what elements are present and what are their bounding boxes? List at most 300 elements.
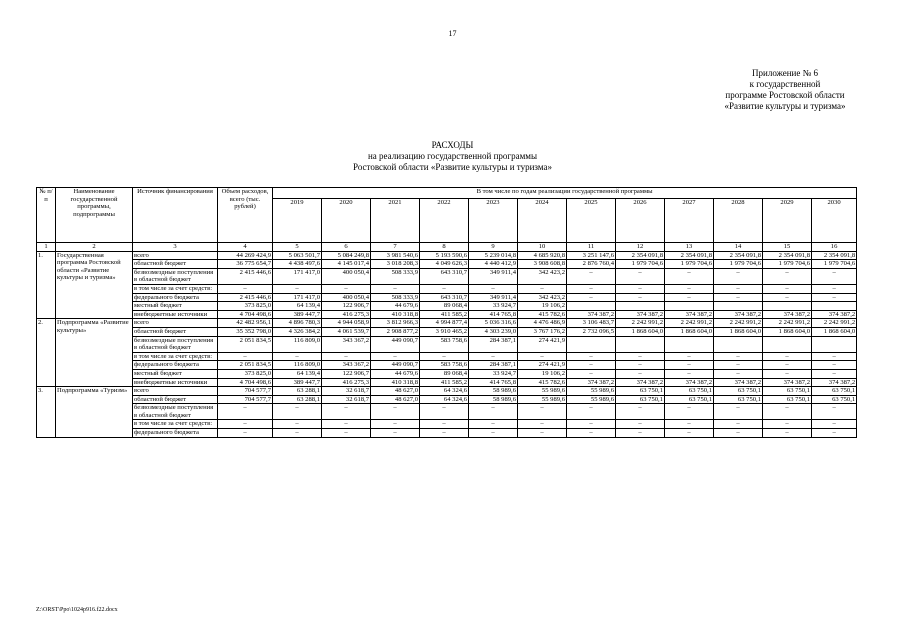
year-value: –	[518, 404, 567, 420]
year-value: 415 782,6	[518, 378, 567, 387]
year-value: –	[567, 352, 616, 361]
year-value	[763, 302, 812, 311]
column-index: 1	[37, 243, 56, 252]
year-value: 32 618,7	[322, 387, 371, 396]
year-value: –	[812, 420, 857, 429]
funding-source: федерального бюджета	[133, 361, 218, 370]
file-path: Z:\ORST\Ppo\1024p916.f22.docx	[36, 607, 118, 613]
year-value: 342 423,2	[518, 293, 567, 302]
header-year: 2027	[665, 199, 714, 243]
header-num: № п/п	[37, 188, 56, 243]
year-value: –	[616, 369, 665, 378]
year-value	[665, 302, 714, 311]
year-value: 5 036 316,6	[469, 319, 518, 328]
year-value: –	[763, 361, 812, 370]
appendix-line: программе Ростовской области	[725, 90, 845, 100]
year-value: 410 318,8	[371, 378, 420, 387]
year-value: 1 868 604,0	[763, 327, 812, 336]
year-value: 63 750,1	[616, 387, 665, 396]
table-row	[37, 327, 857, 336]
year-value: 63 750,1	[812, 395, 857, 404]
header-year: 2026	[616, 199, 665, 243]
year-value: 44 679,6	[371, 369, 420, 378]
section-number: 2.	[37, 319, 56, 387]
funding-source: всего	[133, 251, 218, 260]
year-value: –	[567, 404, 616, 420]
header-year: 2029	[763, 199, 812, 243]
year-value: 643 310,7	[420, 293, 469, 302]
table-row	[37, 302, 857, 311]
year-value: 2 242 991,2	[763, 319, 812, 328]
appendix-line: «Развитие культуры и туризма»	[724, 101, 846, 111]
column-index: 12	[616, 243, 665, 252]
year-value: 342 423,2	[518, 268, 567, 284]
section-name: Государственная программа Ростовской области «Развитие культуры и туризма»	[56, 251, 133, 319]
year-value: 1 979 704,6	[763, 260, 812, 269]
year-value: –	[567, 369, 616, 378]
header-year: 2023	[469, 199, 518, 243]
year-value: 55 989,6	[567, 387, 616, 396]
year-value: –	[469, 284, 518, 293]
year-value: 374 387,2	[763, 310, 812, 319]
total-value: 2 415 446,6	[218, 293, 273, 302]
year-value: 374 387,2	[812, 378, 857, 387]
column-index-row	[37, 243, 857, 252]
year-value: –	[616, 284, 665, 293]
year-value	[616, 302, 665, 311]
section-name: Подпрограмма «Развитие культуры»	[56, 319, 133, 387]
year-value: –	[714, 268, 763, 284]
year-value: 4 440 412,9	[469, 260, 518, 269]
year-value: –	[567, 284, 616, 293]
year-value: 4 303 239,0	[469, 327, 518, 336]
total-value: –	[218, 352, 273, 361]
year-value: 63 288,1	[273, 395, 322, 404]
year-value: 1 979 704,6	[616, 260, 665, 269]
year-value: –	[812, 429, 857, 438]
total-value: –	[218, 429, 273, 438]
year-value: –	[714, 369, 763, 378]
year-value: –	[665, 420, 714, 429]
year-value: –	[665, 293, 714, 302]
year-value: 33 924,7	[469, 369, 518, 378]
year-value: 374 387,2	[714, 310, 763, 319]
year-value: 4 049 626,3	[420, 260, 469, 269]
year-value: –	[665, 284, 714, 293]
year-value: 63 750,1	[616, 395, 665, 404]
year-value: 1 979 704,6	[812, 260, 857, 269]
year-value: 374 387,2	[812, 310, 857, 319]
year-value: 1 868 604,0	[616, 327, 665, 336]
table-row	[37, 260, 857, 269]
year-value: 4 685 920,8	[518, 251, 567, 260]
title-line: Ростовской области «Развитие культуры и туризма»	[353, 162, 552, 172]
header-year: 2025	[567, 199, 616, 243]
funding-source: местный бюджет	[133, 302, 218, 311]
year-value: –	[763, 268, 812, 284]
year-value: 2 354 091,8	[763, 251, 812, 260]
year-value: 3 910 465,2	[420, 327, 469, 336]
funding-source: местный бюджет	[133, 369, 218, 378]
year-value: 374 387,2	[616, 378, 665, 387]
year-value: –	[469, 429, 518, 438]
year-value: 63 750,1	[714, 387, 763, 396]
year-value: 1 868 604,0	[665, 327, 714, 336]
year-value: –	[763, 404, 812, 420]
year-value: 58 989,6	[469, 387, 518, 396]
year-value: –	[812, 268, 857, 284]
year-value: 2 242 991,2	[665, 319, 714, 328]
year-value: 1 979 704,6	[714, 260, 763, 269]
year-value: 3 767 176,2	[518, 327, 567, 336]
table-row	[37, 268, 857, 284]
year-value: –	[420, 352, 469, 361]
year-value: 4 326 384,2	[273, 327, 322, 336]
year-value	[616, 336, 665, 352]
year-value: –	[371, 420, 420, 429]
year-value: 374 387,2	[567, 378, 616, 387]
year-value: –	[322, 420, 371, 429]
header-year: 2021	[371, 199, 420, 243]
table-row	[37, 404, 857, 420]
year-value: 3 812 966,3	[371, 319, 420, 328]
year-value: 449 090,7	[371, 361, 420, 370]
table-row	[37, 319, 857, 328]
year-value: –	[616, 420, 665, 429]
year-value: 5 239 014,8	[469, 251, 518, 260]
year-value: –	[665, 361, 714, 370]
year-value: 122 906,7	[322, 302, 371, 311]
year-value: –	[469, 352, 518, 361]
year-value: 44 679,6	[371, 302, 420, 311]
year-value: –	[273, 284, 322, 293]
table-row	[37, 395, 857, 404]
year-value	[714, 336, 763, 352]
year-value: 32 618,7	[322, 395, 371, 404]
year-value: 63 288,1	[273, 387, 322, 396]
year-value: –	[812, 404, 857, 420]
year-value: 4 061 539,7	[322, 327, 371, 336]
year-value: 284 387,1	[469, 361, 518, 370]
year-value: 64 324,6	[420, 387, 469, 396]
year-value: 414 765,8	[469, 378, 518, 387]
header-name: Наименование государственной программы, подпрограммы	[56, 188, 133, 243]
table-row	[37, 369, 857, 378]
year-value: 3 251 147,6	[567, 251, 616, 260]
funding-source: всего	[133, 319, 218, 328]
funding-source: областной бюджет	[133, 327, 218, 336]
column-index: 8	[420, 243, 469, 252]
year-value: –	[518, 284, 567, 293]
year-value: –	[322, 284, 371, 293]
year-value: –	[567, 293, 616, 302]
year-value: 171 417,0	[273, 268, 322, 284]
year-value: 2 876 760,4	[567, 260, 616, 269]
year-value: –	[371, 429, 420, 438]
year-value: 643 310,7	[420, 268, 469, 284]
table-row	[37, 361, 857, 370]
year-value: –	[469, 420, 518, 429]
year-value: –	[714, 420, 763, 429]
year-value: –	[812, 369, 857, 378]
year-value: 374 387,2	[665, 378, 714, 387]
year-value: 416 275,3	[322, 378, 371, 387]
year-value: –	[273, 404, 322, 420]
year-value: 5 063 501,7	[273, 251, 322, 260]
year-value: 389 447,7	[273, 310, 322, 319]
funding-source: в том числе за счет средств:	[133, 284, 218, 293]
year-value: –	[714, 429, 763, 438]
year-value: 19 106,2	[518, 369, 567, 378]
table-row	[37, 378, 857, 387]
year-value: 274 421,9	[518, 336, 567, 352]
year-value: –	[518, 429, 567, 438]
year-value: –	[812, 352, 857, 361]
header-year: 2030	[812, 199, 857, 243]
year-value: –	[714, 361, 763, 370]
year-value: –	[714, 293, 763, 302]
year-value: 63 750,1	[763, 395, 812, 404]
column-index: 10	[518, 243, 567, 252]
column-index: 3	[133, 243, 218, 252]
table-row	[37, 251, 857, 260]
year-value: 374 387,2	[665, 310, 714, 319]
year-value: 2 908 877,2	[371, 327, 420, 336]
table-row	[37, 293, 857, 302]
year-value: 374 387,2	[763, 378, 812, 387]
year-value: –	[567, 268, 616, 284]
header-year: 2028	[714, 199, 763, 243]
year-value: –	[371, 404, 420, 420]
year-value: 58 989,6	[469, 395, 518, 404]
total-value: 2 051 834,5	[218, 336, 273, 352]
year-value: 508 333,9	[371, 293, 420, 302]
header-year: 2019	[273, 199, 322, 243]
year-value: 64 139,4	[273, 369, 322, 378]
year-value: 63 750,1	[665, 395, 714, 404]
funding-source: безвозмездные поступления в областной бюджет	[133, 404, 218, 420]
year-value: –	[567, 429, 616, 438]
year-value: 415 782,6	[518, 310, 567, 319]
total-value: 704 577,7	[218, 395, 273, 404]
year-value: –	[763, 420, 812, 429]
year-value: 33 924,7	[469, 302, 518, 311]
document-title	[0, 140, 905, 173]
year-value: 2 354 091,8	[714, 251, 763, 260]
year-value: –	[665, 369, 714, 378]
year-value	[714, 302, 763, 311]
year-value: –	[567, 420, 616, 429]
year-value: 116 809,0	[273, 336, 322, 352]
column-index: 7	[371, 243, 420, 252]
year-value: –	[518, 352, 567, 361]
year-value: –	[812, 361, 857, 370]
year-value: –	[812, 284, 857, 293]
year-value: 3 908 608,8	[518, 260, 567, 269]
funding-source: областной бюджет	[133, 260, 218, 269]
year-value: 122 906,7	[322, 369, 371, 378]
total-value: 373 825,0	[218, 302, 273, 311]
year-value: 583 758,6	[420, 336, 469, 352]
total-value: 4 704 498,6	[218, 378, 273, 387]
year-value: 55 989,6	[518, 387, 567, 396]
year-value: –	[567, 361, 616, 370]
year-value	[812, 336, 857, 352]
year-value: –	[714, 284, 763, 293]
total-value: 373 825,0	[218, 369, 273, 378]
year-value: –	[665, 404, 714, 420]
year-value: –	[420, 429, 469, 438]
column-index: 13	[665, 243, 714, 252]
year-value: –	[763, 352, 812, 361]
funding-source: в том числе за счет средств:	[133, 352, 218, 361]
year-value: 411 585,2	[420, 378, 469, 387]
year-value: 55 989,6	[518, 395, 567, 404]
year-value: 3 981 540,6	[371, 251, 420, 260]
year-value: 4 476 486,9	[518, 319, 567, 328]
year-value: 1 979 704,6	[665, 260, 714, 269]
year-value: 4 896 780,3	[273, 319, 322, 328]
column-index: 11	[567, 243, 616, 252]
title-line: РАСХОДЫ	[431, 140, 474, 150]
year-value: –	[322, 352, 371, 361]
year-value	[812, 302, 857, 311]
expenses-table	[36, 187, 857, 438]
title-line: на реализацию государственной программы	[367, 151, 538, 161]
year-value: 1 868 604,0	[812, 327, 857, 336]
year-value: 414 765,8	[469, 310, 518, 319]
year-value: 349 911,4	[469, 268, 518, 284]
year-value: 374 387,2	[616, 310, 665, 319]
year-value: 116 809,0	[273, 361, 322, 370]
year-value: 89 068,4	[420, 302, 469, 311]
year-value: 55 989,6	[567, 395, 616, 404]
year-value: 284 387,1	[469, 336, 518, 352]
year-value	[567, 302, 616, 311]
year-value: 583 758,6	[420, 361, 469, 370]
year-value: 343 367,2	[322, 361, 371, 370]
column-index: 2	[56, 243, 133, 252]
year-value: 374 387,2	[714, 378, 763, 387]
year-value: –	[763, 293, 812, 302]
year-value: –	[714, 352, 763, 361]
year-value	[567, 336, 616, 352]
table-row	[37, 387, 857, 396]
funding-source: безвозмездные поступления в областной бюджет	[133, 268, 218, 284]
total-value: 44 269 424,9	[218, 251, 273, 260]
year-value: 2 242 991,2	[714, 319, 763, 328]
year-value: 411 585,2	[420, 310, 469, 319]
year-value: 416 275,3	[322, 310, 371, 319]
year-value: –	[273, 352, 322, 361]
year-value: –	[469, 404, 518, 420]
year-value: 89 068,4	[420, 369, 469, 378]
year-value: 48 627,0	[371, 387, 420, 396]
table-row	[37, 429, 857, 438]
year-value: 1 868 604,0	[714, 327, 763, 336]
year-value: –	[763, 429, 812, 438]
total-value: 2 051 834,5	[218, 361, 273, 370]
section-name: Подпрограмма «Туризм»	[56, 387, 133, 438]
total-value: –	[218, 284, 273, 293]
page-number: 17	[448, 29, 457, 38]
year-value: 3 018 208,3	[371, 260, 420, 269]
year-value: –	[714, 404, 763, 420]
funding-source: внебюджетные источники	[133, 378, 218, 387]
year-value: 63 750,1	[714, 395, 763, 404]
year-value: –	[763, 284, 812, 293]
year-value: –	[665, 352, 714, 361]
year-value: –	[812, 293, 857, 302]
table-row	[37, 336, 857, 352]
section-number: 1.	[37, 251, 56, 319]
year-value: 2 732 096,5	[567, 327, 616, 336]
year-value: 389 447,7	[273, 378, 322, 387]
table-row	[37, 284, 857, 293]
column-index: 9	[469, 243, 518, 252]
total-value: 42 482 956,1	[218, 319, 273, 328]
total-value: 704 577,7	[218, 387, 273, 396]
appendix-line: Приложение № 6	[752, 68, 818, 78]
year-value: –	[420, 420, 469, 429]
total-value: 35 352 798,0	[218, 327, 273, 336]
year-value: –	[322, 404, 371, 420]
total-value: –	[218, 420, 273, 429]
year-value: –	[616, 404, 665, 420]
year-value: 400 050,4	[322, 293, 371, 302]
year-value: 274 421,9	[518, 361, 567, 370]
year-value: 400 050,4	[322, 268, 371, 284]
header-source: Источник финансирования	[133, 188, 218, 243]
year-value: 48 627,0	[371, 395, 420, 404]
total-value: 4 704 498,6	[218, 310, 273, 319]
year-value: 2 354 091,8	[812, 251, 857, 260]
funding-source: всего	[133, 387, 218, 396]
year-value: –	[371, 284, 420, 293]
year-value: –	[616, 268, 665, 284]
header-years-caption: В том числе по годам реализации государственной программы	[273, 188, 857, 199]
year-value: 374 387,2	[567, 310, 616, 319]
year-value: –	[518, 420, 567, 429]
year-value: –	[371, 352, 420, 361]
table-row	[37, 420, 857, 429]
year-value: 449 090,7	[371, 336, 420, 352]
year-value: 349 911,4	[469, 293, 518, 302]
column-index: 4	[218, 243, 273, 252]
funding-source: безвозмездные поступления в областной бюджет	[133, 336, 218, 352]
year-value: 410 318,8	[371, 310, 420, 319]
year-value: 2 242 991,2	[616, 319, 665, 328]
year-value: 4 994 877,4	[420, 319, 469, 328]
total-value: –	[218, 404, 273, 420]
year-value: 64 324,6	[420, 395, 469, 404]
year-value	[763, 336, 812, 352]
year-value: –	[665, 429, 714, 438]
table-row	[37, 352, 857, 361]
column-index: 15	[763, 243, 812, 252]
year-value: 5 193 590,6	[420, 251, 469, 260]
total-value: 2 415 446,6	[218, 268, 273, 284]
funding-source: областной бюджет	[133, 395, 218, 404]
column-index: 16	[812, 243, 857, 252]
year-value: –	[273, 429, 322, 438]
year-value: –	[665, 268, 714, 284]
header-year: 2020	[322, 199, 371, 243]
section-number: 3.	[37, 387, 56, 438]
year-value: 2 354 091,8	[665, 251, 714, 260]
year-value: 64 139,4	[273, 302, 322, 311]
year-value: 4 438 497,6	[273, 260, 322, 269]
